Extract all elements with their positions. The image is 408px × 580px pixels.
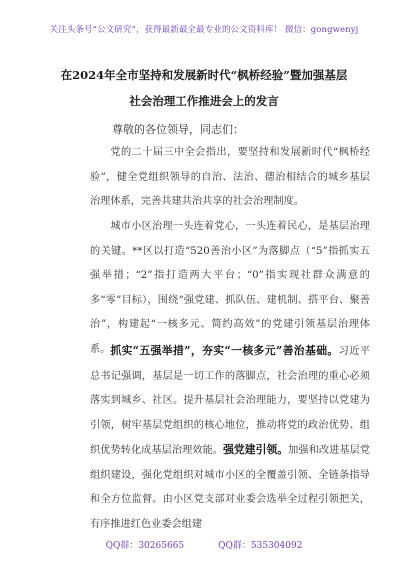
paragraph-3-body: 习近平总书记强调，基层是一切工作的落脚点，社会治理的重心必须落实到城乡、社区。提升基层社会治理能力，要坚持以党建为引领，树牢基层党组织的核心地位，推动将党的政治优势、组织优势转化成基层治理效能。: [90, 346, 371, 456]
paragraph-2: 城市小区治理一头连着党心，一头连着民心，是基层治理的关键。**区以打造“520善治小区”为落脚点（“5”指抓实五强举措；“2”指打造两大平台；“0”指实现社群众满意的多“零”目标），围绕“强党建、抓队伍、建机制、搭平台、聚善治”，构建起“一核多元、简约高效”的党建引领基层治理体系。: [90, 221, 370, 355]
salutation: 尊敬的各位领导，同志们：: [112, 123, 244, 136]
paragraph-1: 党的二十届三中全会指出，要坚持和发展新时代“枫桥经验”，健全党组织领导的自治、法治、德治相结合的城乡基层治理体系，完善共建共治共享的社会治理制度。: [90, 147, 370, 207]
qq-group-1: QQ群：30265665: [105, 541, 185, 551]
document-title-line2: 社会治理工作推进会上的发言: [129, 94, 279, 108]
document-title-line1: 在2024年全市坚持和发展新时代“枫桥经验”暨加强基层: [60, 68, 348, 82]
section-heading: 抓实“五强举措”，夯实“一核多元”善治基础。: [110, 344, 339, 357]
paragraph-3-body-2: 加强和改进基层党组织建设，强化党组织对城市小区的全覆盖引领、全链条指导和全方位监督。由小区党支部对业委会选举全过程引领把关，有序推进红色业委会组建: [90, 445, 371, 530]
subsection-heading: 强党建引领。: [223, 443, 289, 456]
promo-banner: 关注头条号“公文研究”，获得最新最全最专业的公文资料库！ 微信：gongwenyj: [49, 25, 359, 35]
paragraph-3: [90, 339, 370, 537]
footer-contacts: [0, 538, 408, 551]
qq-group-2: QQ群：535304092: [218, 541, 303, 551]
